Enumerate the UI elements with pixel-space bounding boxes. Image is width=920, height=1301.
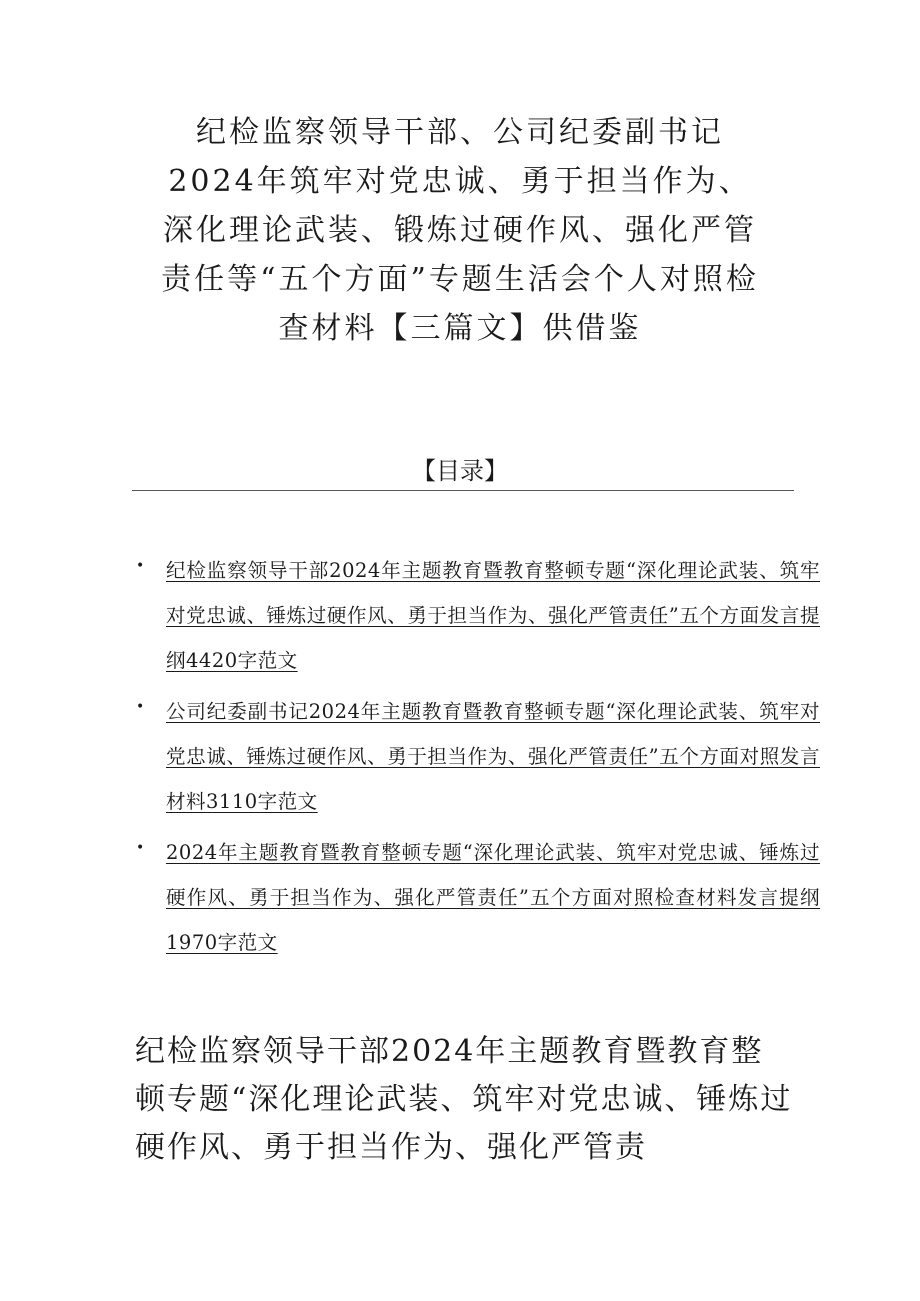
toc-link-2[interactable]: 公司纪委副书记2024年主题教育暨教育整顿专题“深化理论武装、筑牢对党忠诚、锤炼过硬作风、勇于担当作为、强化严管责任”五个方面对照发言材料3110字范文 [166,700,820,813]
bullet-icon: • [136,840,145,856]
document-title: 纪检监察领导干部、公司纪委副书记2024年筑牢对党忠诚、勇于担当作为、深化理论武装、锻炼过硬作风、强化严管责任等“五个方面”专题生活会个人对照检查材料【三篇文】供借鉴 [161,115,759,346]
toc-heading: 【目录】 [412,457,508,485]
toc-link-1[interactable]: 纪检监察领导干部2024年主题教育暨教育整顿专题“深化理论武装、筑牢对党忠诚、锤炼过硬作风、勇于担当作为、强化严管责任”五个方面发言提纲4420字范文 [166,559,820,672]
bullet-icon: • [136,558,145,574]
toc-item-1 [130,548,820,683]
bullet-icon: • [136,699,145,715]
toc-link-3[interactable]: 2024年主题教育暨教育整顿专题“深化理论武装、筑牢对党忠诚、锤炼过硬作风、勇于担当作为、强化严管责任”五个方面对照检查材料发言提纲1970字范文 [166,841,820,954]
section-heading: 纪检监察领导干部2024年主题教育暨教育整顿专题“深化理论武装、筑牢对党忠诚、锤炼过硬作风、勇于担当作为、强化严管责 [135,1034,793,1165]
toc-divider [132,490,794,491]
toc-item-3 [130,830,820,965]
table-of-contents [130,548,820,971]
toc-item-2 [130,689,820,824]
